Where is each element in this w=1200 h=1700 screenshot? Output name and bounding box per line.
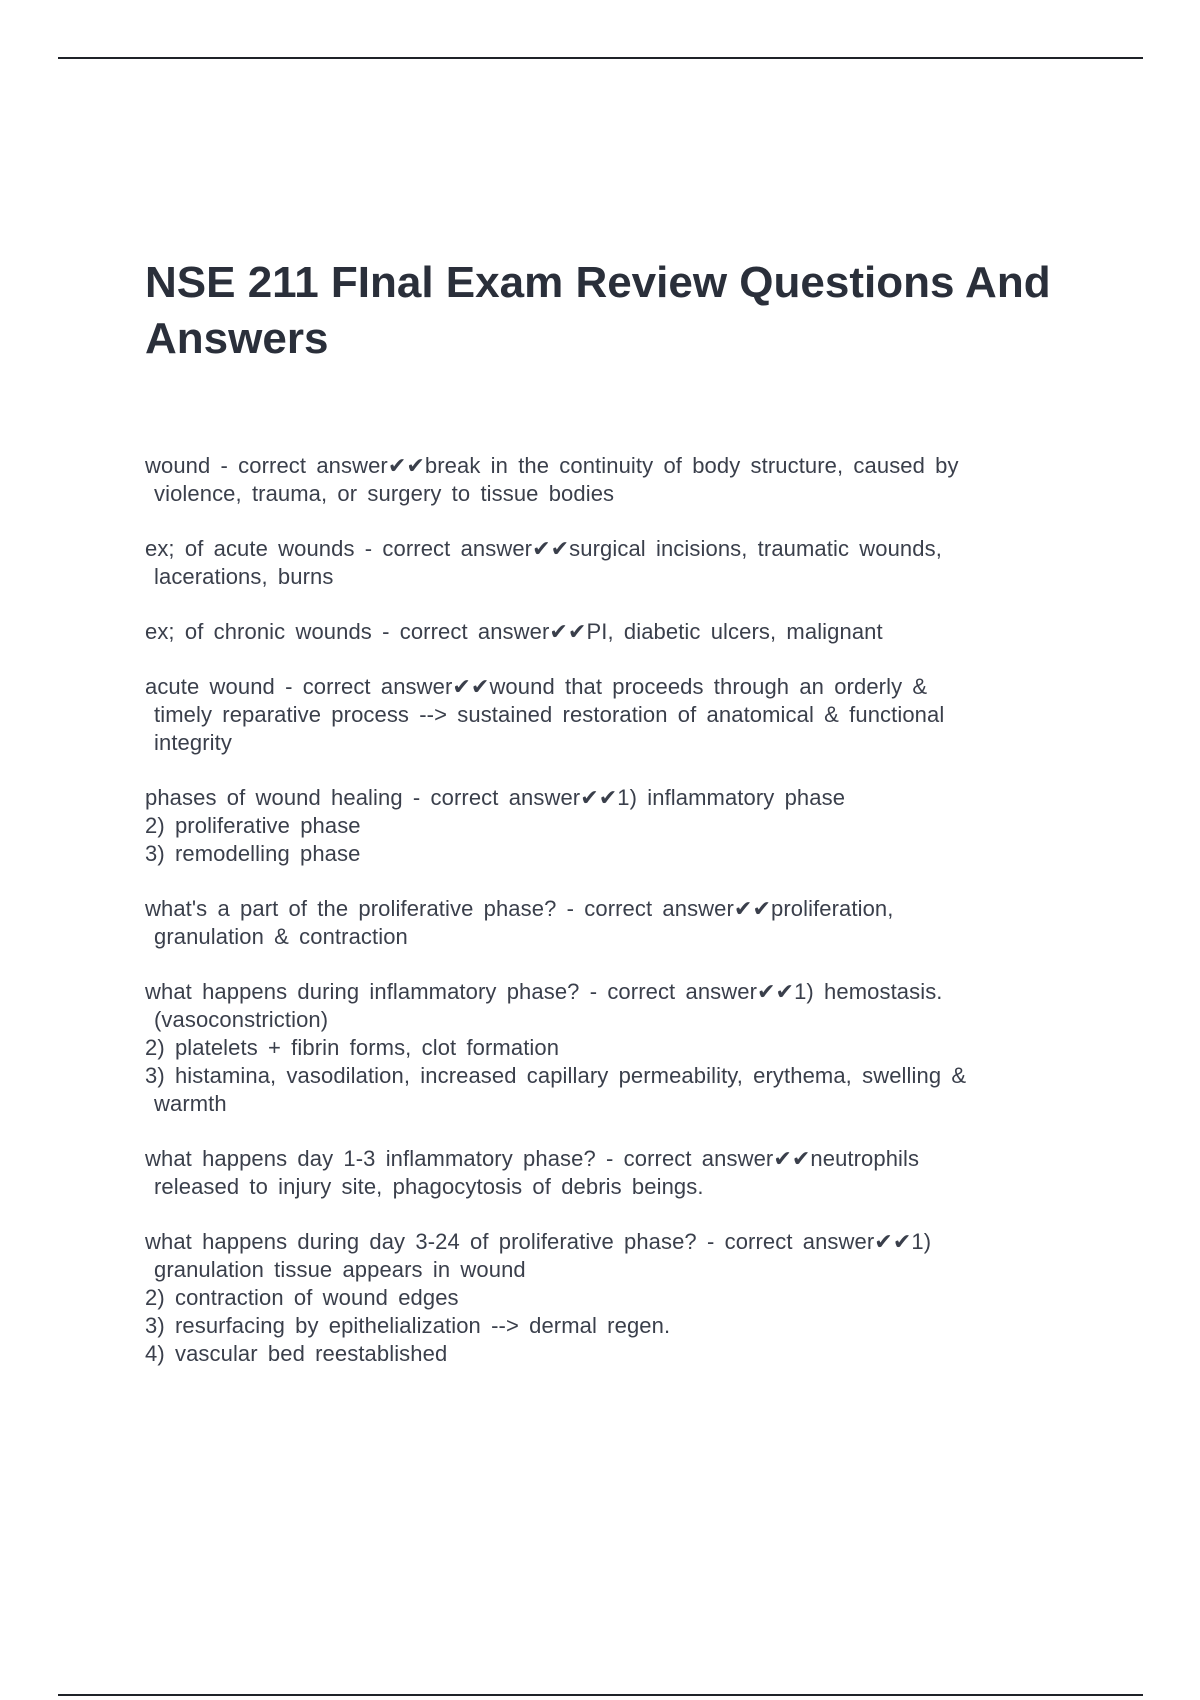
qa-item [145,673,1065,757]
qa-line: (vasoconstriction) [154,1007,329,1032]
qa-line: timely reparative process --> sustained restoration of anatomical & functional [154,702,945,727]
qa-item [145,895,1065,951]
qa-item [145,452,1065,508]
qa-line: phases of wound healing - correct answer✔✔1) inflammatory phase [145,785,846,810]
qa-line: 3) histamina, vasodilation, increased capillary permeability, erythema, swelling & [145,1063,967,1088]
qa-line: warmth [154,1091,227,1116]
qa-line: wound - correct answer✔✔break in the continuity of body structure, caused by [145,453,959,478]
qa-item [145,1228,1065,1368]
qa-line: what happens day 1-3 inflammatory phase? - correct answer✔✔neutrophils [145,1146,920,1171]
qa-line: granulation tissue appears in wound [154,1257,526,1282]
qa-item [145,978,1065,1118]
qa-item [145,1145,1065,1201]
qa-item [145,535,1065,591]
qa-line: what's a part of the proliferative phase? - correct answer✔✔proliferation, [145,896,894,921]
qa-line: violence, trauma, or surgery to tissue bodies [154,481,615,506]
qa-line: acute wound - correct answer✔✔wound that proceeds through an orderly & [145,674,928,699]
qa-line: ex; of chronic wounds - correct answer✔✔PI, diabetic ulcers, malignant [145,619,883,644]
qa-line: what happens during day 3-24 of proliferative phase? - correct answer✔✔1) [145,1229,932,1254]
qa-line: 2) proliferative phase [145,813,361,838]
qa-line: lacerations, burns [154,564,334,589]
qa-line: 2) platelets + fibrin forms, clot formation [145,1035,560,1060]
qa-line: released to injury site, phagocytosis of debris beings. [154,1174,704,1199]
qa-item [145,784,1065,868]
qa-line: granulation & contraction [154,924,408,949]
qa-line: 2) contraction of wound edges [145,1285,459,1310]
qa-line: 3) remodelling phase [145,841,361,866]
qa-line: ex; of acute wounds - correct answer✔✔surgical incisions, traumatic wounds, [145,536,942,561]
qa-list [145,452,1065,1395]
qa-line: what happens during inflammatory phase? - correct answer✔✔1) hemostasis. [145,979,943,1004]
document-title: NSE 211 FInal Exam Review Questions And Answers [145,258,1051,363]
qa-line: integrity [154,730,232,755]
qa-item [145,618,1065,646]
qa-line: 4) vascular bed reestablished [145,1341,448,1366]
qa-line: 3) resurfacing by epithelialization --> dermal regen. [145,1313,671,1338]
bottom-rule [58,1694,1143,1696]
top-rule [58,57,1143,59]
